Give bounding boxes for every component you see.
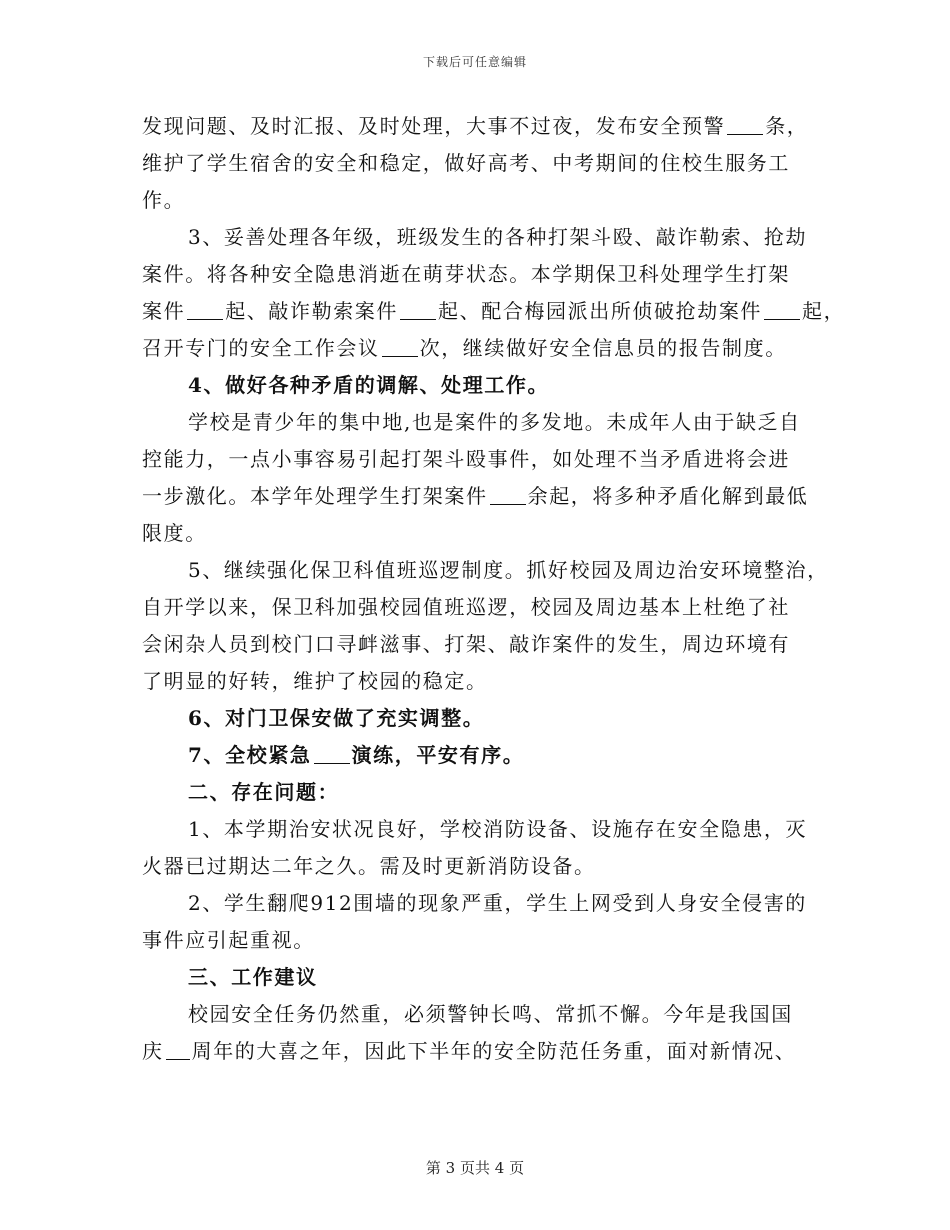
- fill-in-blank: [187, 299, 223, 320]
- section-heading-line: 7、全校紧急 演练，平安有序。: [188, 743, 525, 767]
- section-heading-line: 6、对门卫保安做了充实调整。: [188, 706, 485, 730]
- fill-in-blank: [314, 743, 350, 764]
- text-line: 维护了学生宿舍的安全和稳定，做好高考、中考期间的住校生服务工: [142, 151, 790, 175]
- fill-in-blank: [490, 484, 526, 505]
- text-line: 了明显的好转，维护了校园的稳定。: [142, 669, 488, 693]
- text-line: 案件 起、敲诈勒索案件 起、配合梅园派出所侦破抢劫案件 起，: [142, 299, 846, 323]
- text-line: 案件。将各种安全隐患消逝在萌芽状态。本学期保卫科处理学生打架: [142, 262, 790, 286]
- text-line: 庆 周年的大喜之年，因此下半年的安全防范任务重，面对新情况、: [142, 1039, 797, 1063]
- text-line: 自开学以来，保卫科加强校园值班巡逻，校园及周边基本上杜绝了社: [142, 595, 790, 619]
- text-line: 会闲杂人员到校门口寻衅滋事、打架、敲诈案件的发生，周边环境有: [142, 632, 790, 656]
- section-heading-line: 三、工作建议: [188, 965, 318, 989]
- text-line: 控能力，一点小事容易引起打架斗殴事件，如处理不当矛盾进将会进: [142, 447, 790, 471]
- text-line: 5、继续强化保卫科值班巡逻制度。抓好校园及周边治安环境整治，: [188, 558, 829, 582]
- fill-in-blank: [727, 114, 763, 135]
- text-line: 校园安全任务仍然重，必须警钟长鸣、常抓不懈。今年是我国国: [188, 1002, 793, 1026]
- text-line: 发现问题、及时汇报、及时处理，大事不过夜，发布安全预警 条，: [142, 114, 809, 138]
- section-heading-line: 二、存在问题：: [188, 780, 340, 804]
- text-line: 2、学生翻爬912围墙的现象严重，学生上网受到人身安全侵害的: [188, 891, 807, 915]
- fill-in-blank: [382, 336, 418, 357]
- section-heading-line: 4、做好各种矛盾的调解、处理工作。: [188, 373, 550, 397]
- fill-in-blank: [764, 299, 800, 320]
- text-line: 学校是青少年的集中地,也是案件的多发地。未成年人由于缺乏自: [188, 410, 801, 434]
- text-line: 一步激化。本学年处理学生打架案件 余起，将多种矛盾化解到最低: [142, 484, 809, 508]
- text-line: 作。: [142, 188, 186, 212]
- text-line: 1、本学期治安状况良好，学校消防设备、设施存在安全隐患，灭: [188, 817, 808, 841]
- document-body: [142, 108, 846, 1070]
- fill-in-blank: [400, 299, 436, 320]
- text-line: 限度。: [142, 521, 207, 545]
- text-line: 事件应引起重视。: [142, 928, 315, 952]
- fill-in-blank: [166, 1039, 190, 1060]
- page-header: 下载后可任意编辑: [422, 55, 527, 69]
- text-line: 召开专门的安全工作会议 次，继续做好安全信息员的报告制度。: [142, 336, 787, 360]
- page-footer: 第 3 页共 4 页: [425, 1159, 525, 1177]
- text-line: 火器已过期达二年之久。需及时更新消防设备。: [142, 854, 596, 878]
- text-line: 3、妥善处理各年级，班级发生的各种打架斗殴、敲诈勒索、抢劫: [188, 225, 808, 249]
